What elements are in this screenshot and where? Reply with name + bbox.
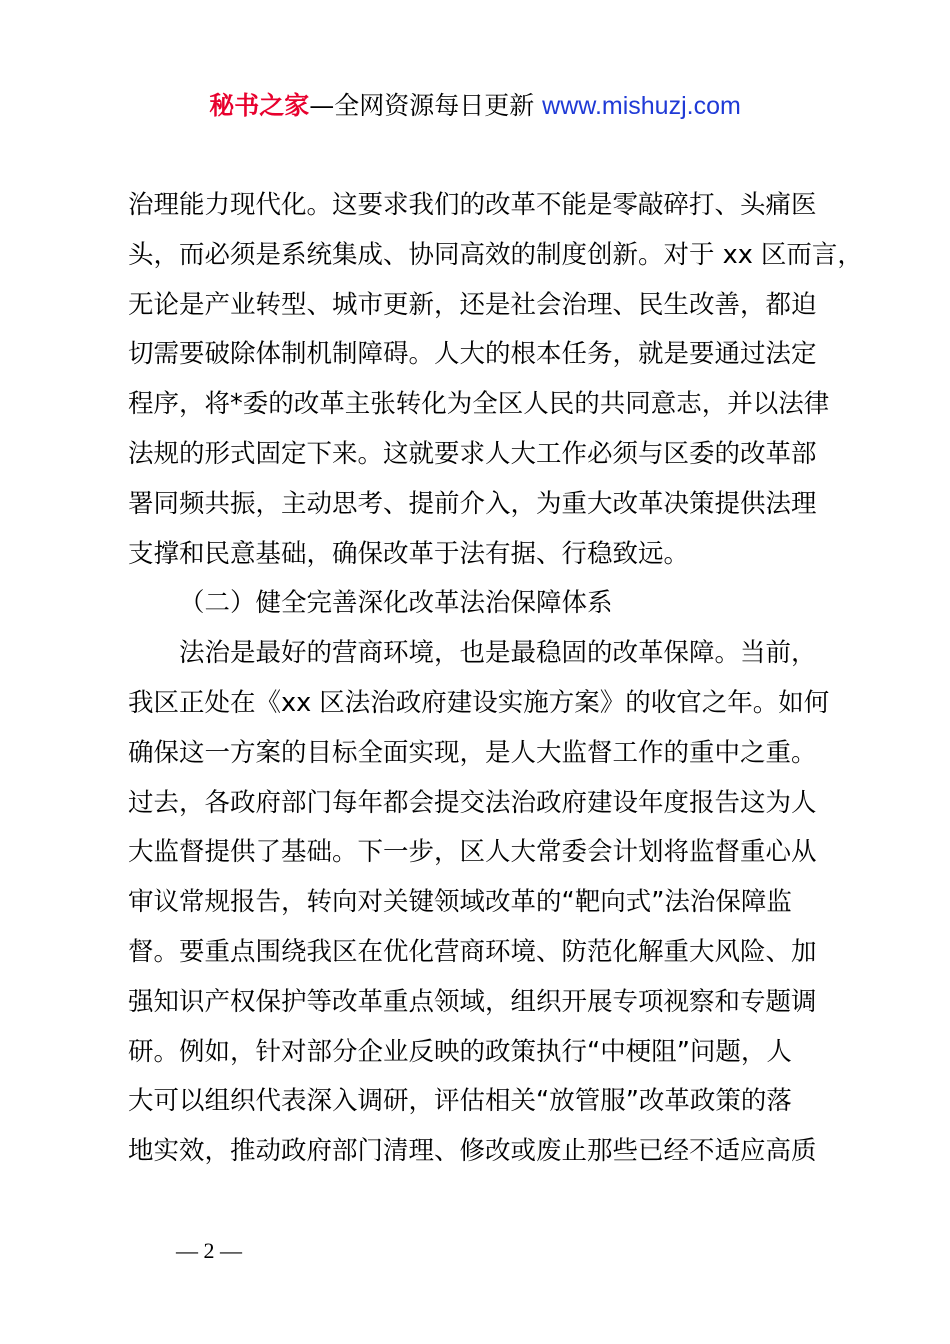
body-line: 法规的形式固定下来。这就要求人大工作必须与区委的改革部: [128, 438, 817, 469]
site-header: [0, 86, 950, 126]
body-line: 头，而必须是系统集成、协同高效的制度创新。对于 xx 区而言，: [128, 239, 863, 270]
site-brand: 秘书之家: [209, 91, 310, 120]
body-line: 过去，各政府部门每年都会提交法治政府建设年度报告这为人: [128, 787, 817, 818]
site-slogan: —全网资源每日更新: [309, 91, 543, 120]
body-line: 程序，将*委的改革主张转化为全区人民的共同意志，并以法律: [128, 389, 830, 420]
paragraph-first-line: 法治是最好的营商环境，也是最稳固的改革保障。当前，: [179, 638, 817, 669]
body-line: 大可以组织代表深入调研，评估相关“放管服”改革政策的落: [128, 1086, 792, 1117]
body-line: 切需要破除体制机制障碍。人大的根本任务，就是要通过法定: [128, 339, 817, 370]
body-line: 研。例如，针对部分企业反映的政策执行“中梗阻”问题，人: [128, 1036, 792, 1067]
section-heading: （二）健全完善深化改革法治保障体系: [179, 588, 613, 619]
body-line: 审议常规报告，转向对关键领域改革的“靶向式”法治保障监: [128, 887, 792, 918]
document-body: [128, 181, 863, 1177]
page-number: — 2 —: [176, 1238, 242, 1263]
body-line: 强知识产权保护等改革重点领域，组织开展专项视察和专题调: [128, 986, 817, 1017]
body-line: 督。要重点围绕我区在优化营商环境、防范化解重大风险、加: [128, 936, 817, 967]
body-line: 署同频共振，主动思考、提前介入，为重大改革决策提供法理: [128, 488, 817, 519]
site-url[interactable]: www.mishuzj.com: [542, 92, 741, 120]
body-line: 治理能力现代化。这要求我们的改革不能是零敲碎打、头痛医: [128, 190, 817, 220]
body-line: 大监督提供了基础。下一步，区人大常委会计划将监督重心从: [128, 837, 817, 868]
body-line: 地实效，推动政府部门清理、修改或废止那些已经不适应高质: [128, 1136, 817, 1167]
body-line: 支撑和民意基础，确保改革于法有据、行稳致远。: [128, 538, 690, 569]
body-line: 我区正处在《xx 区法治政府建设实施方案》的收官之年。如何: [128, 687, 830, 718]
body-line: 确保这一方案的目标全面实现，是人大监督工作的重中之重。: [128, 737, 817, 768]
body-line: 无论是产业转型、城市更新，还是社会治理、民生改善，都迫: [128, 289, 817, 320]
